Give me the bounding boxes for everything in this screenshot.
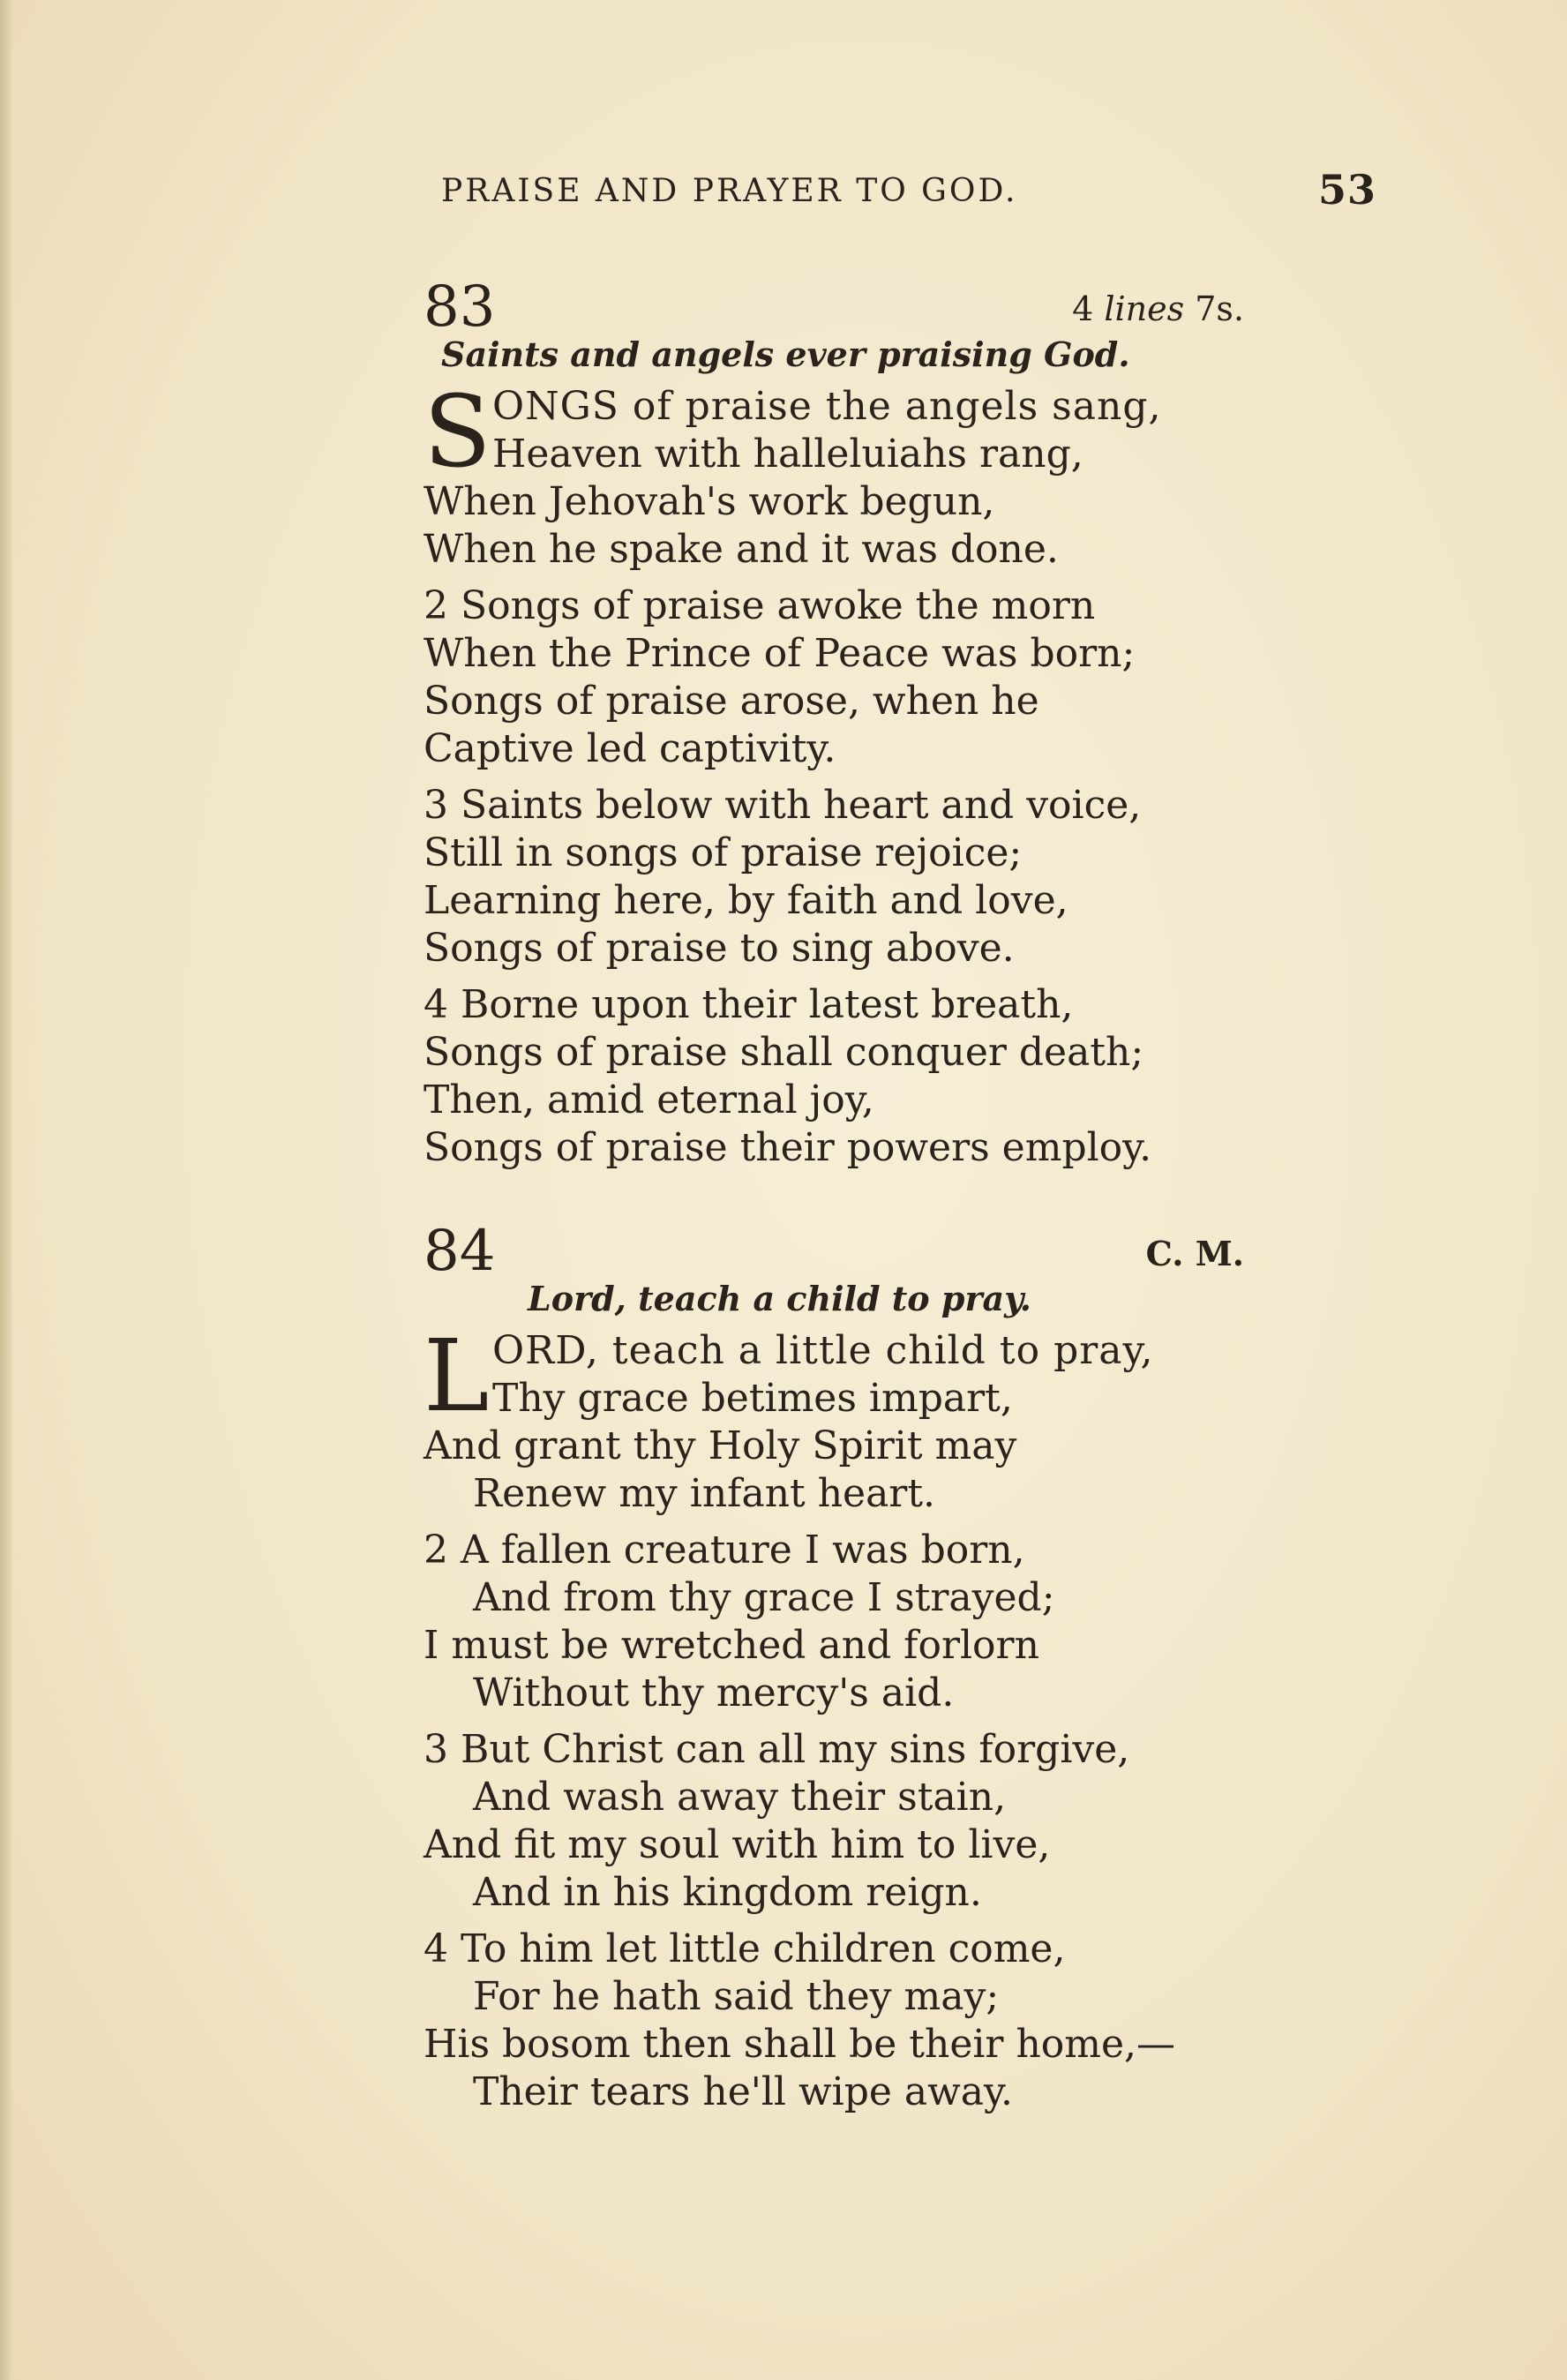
verse-line: And from thy grace I strayed; — [473, 1575, 1055, 1620]
verse-line: 2 Songs of praise awoke the morn — [424, 583, 1096, 628]
verse-line: Captive led captivity. — [424, 726, 836, 771]
page-number: 53 — [1317, 166, 1376, 214]
verse-line: When Jehovah's work begun, — [424, 479, 995, 524]
hymn-subtitle: Saints and angels ever praising God. — [441, 334, 1130, 374]
verse-line: Thy grace betimes impart, — [492, 1376, 1013, 1421]
stanza-1 — [424, 375, 1244, 574]
verse-line: ONGS of praise the angels sang, — [492, 384, 1162, 429]
stanza-3 — [424, 1726, 1244, 1917]
verse-line: Renew my infant heart. — [473, 1471, 936, 1516]
verse-line: 3 But Christ can all my sins forgive, — [424, 1727, 1130, 1772]
verse-line: Their tears he'll wipe away. — [473, 2069, 1014, 2114]
drop-cap: S — [424, 375, 491, 490]
page-gutter — [0, 0, 12, 2380]
verse-line: His bosom then shall be their home,— — [424, 2022, 1176, 2067]
hymn-header — [424, 1219, 1244, 1285]
running-head — [441, 166, 1376, 226]
stanza-2 — [424, 582, 1244, 773]
verse-line: 2 A fallen creature I was born, — [424, 1528, 1025, 1573]
stanza-4 — [424, 981, 1244, 1172]
running-head-title: PRAISE AND PRAYER TO GOD. — [441, 173, 1018, 209]
hymn-83 — [424, 274, 1244, 1172]
hymn-meter: C. M. — [1145, 1234, 1244, 1273]
hymn-number: 84 — [424, 1219, 496, 1284]
meter-suffix: 7s. — [1195, 289, 1244, 328]
verse-line: When the Prince of Peace was born; — [424, 631, 1136, 676]
verse-line: Songs of praise to sing above. — [424, 926, 1015, 971]
verse-line: ORD, teach a little child to pray, — [492, 1328, 1154, 1373]
verse-line: I must be wretched and forlorn — [424, 1623, 1039, 1668]
stanza-1 — [424, 1319, 1244, 1518]
verse-line: 4 Borne upon their latest breath, — [424, 982, 1074, 1027]
hymn-number: 83 — [424, 274, 496, 340]
stanza-3 — [424, 782, 1244, 972]
verse-line: And fit my soul with him to live, — [424, 1822, 1051, 1867]
verse-line: For he hath said they may; — [473, 1974, 1000, 2019]
stanza-4 — [424, 1926, 1244, 2116]
verse-line: Songs of praise shall conquer death; — [424, 1030, 1144, 1075]
verse-line: Songs of praise arose, when he — [424, 679, 1039, 724]
hymn-header — [424, 274, 1244, 341]
meter-word: lines — [1104, 289, 1185, 328]
verse-line: And wash away their stain, — [473, 1775, 1007, 1820]
stanza-2 — [424, 1527, 1244, 1717]
verse-line: Learning here, by faith and love, — [424, 878, 1068, 923]
drop-cap: L — [424, 1319, 490, 1434]
verse-line: Songs of praise their powers employ. — [424, 1125, 1152, 1170]
verse-line: 4 To him let little children come, — [424, 1926, 1066, 1971]
verse-line: Without thy mercy's aid. — [473, 1671, 955, 1716]
verse-line: 3 Saints below with heart and voice, — [424, 783, 1142, 828]
meter-count: 4 — [1072, 289, 1094, 328]
verse-line: Heaven with halleluiahs rang, — [492, 432, 1083, 477]
verse-line: When he spake and it was done. — [424, 527, 1059, 572]
hymn-subtitle: Lord, teach a child to pray. — [528, 1279, 1032, 1318]
verse-line: And in his kingdom reign. — [473, 1870, 982, 1915]
verse-line: Then, amid eternal joy, — [424, 1077, 874, 1122]
hymn-meter — [1072, 289, 1244, 328]
first-lines — [424, 375, 1244, 490]
hymn-84 — [424, 1219, 1244, 2116]
verse-line: And grant thy Holy Spirit may — [424, 1423, 1017, 1468]
verse-line: Still in songs of praise rejoice; — [424, 830, 1023, 875]
first-lines — [424, 1319, 1244, 1434]
